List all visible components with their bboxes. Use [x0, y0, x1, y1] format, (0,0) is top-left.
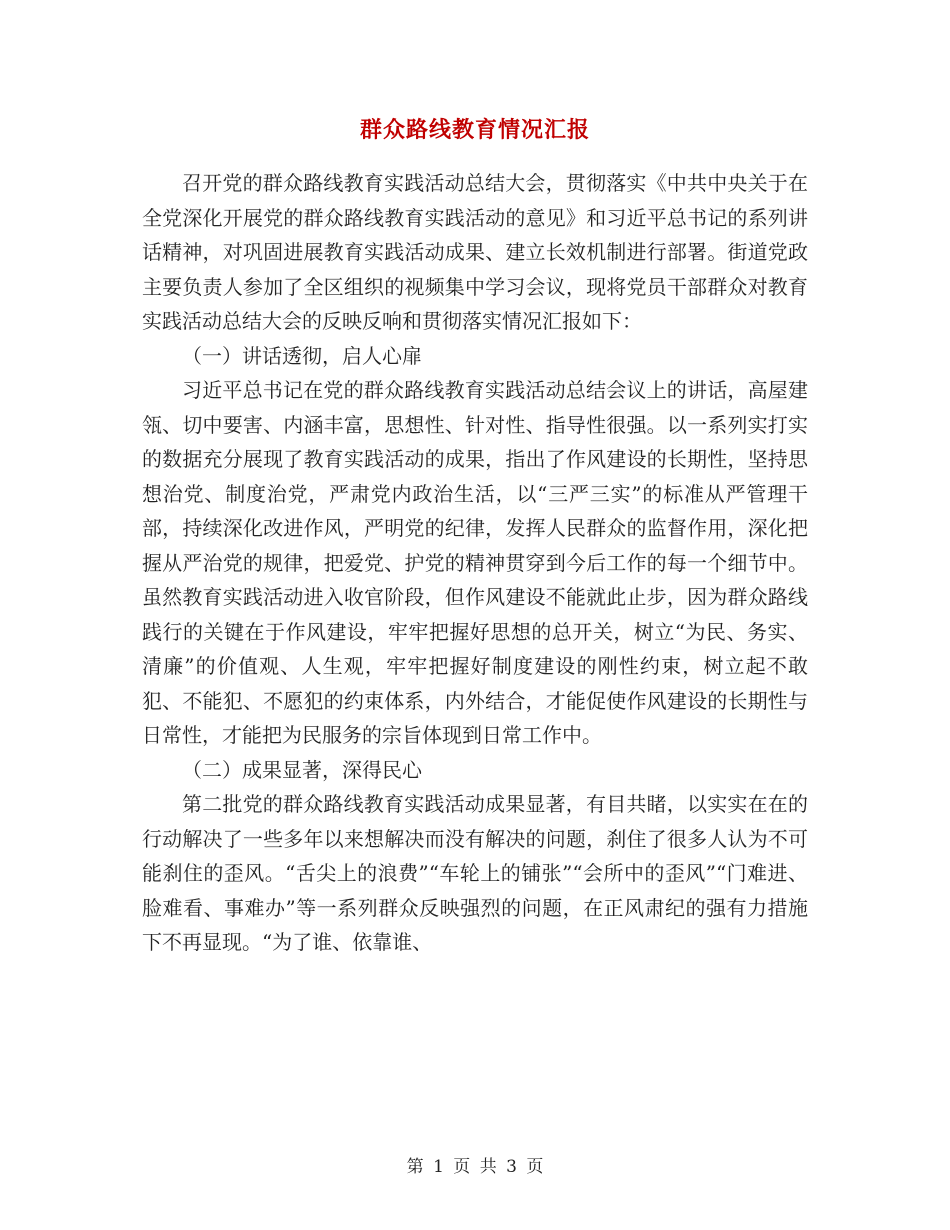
document-title: 群众路线教育情况汇报 [359, 117, 590, 143]
paragraph-section-2: 第二批党的群众路线教育实践活动成果显著，有目共睹，以实实在在的行动解决了一些多年以来想解决而没有解决的问题，刹住了很多人认为不可能刹住的歪风。“舌尖上的浪费”“车轮上的铺张”“会所中的歪风”“门难进、脸难看、事难办”等一系列群众反映强烈的问题，在正风肃纪的强有力措施下不再显现。“为了谁、依靠谁、 [142, 792, 808, 954]
page-footer: 第 1 页 共 3 页 [406, 1157, 544, 1177]
section-heading-2: （二）成果显著，深得民心 [182, 757, 422, 782]
document-body [142, 166, 808, 960]
section-heading-1: （一）讲话透彻，启人心扉 [182, 343, 422, 368]
paragraph-intro: 召开党的群众路线教育实践活动总结大会，贯彻落实《中共中央关于在全党深化开展党的群众路线教育实践活动的意见》和习近平总书记的系列讲话精神，对巩固进展教育实践活动成果、建立长效机制进行部署。街道党政主要负责人参加了全区组织的视频集中学习会议，现将党员干部群众对教育实践活动总结大会的反映反响和贯彻落实情况汇报如下： [142, 171, 808, 333]
paragraph-section-1: 习近平总书记在党的群众路线教育实践活动总结会议上的讲话，高屋建瓴、切中要害、内涵丰富，思想性、针对性、指导性很强。以一系列实打实的数据充分展现了教育实践活动的成果，指出了作风建设的长期性，坚持思想治党、制度治党，严肃党内政治生活，以“三严三实”的标准从严管理干部，持续深化改进作风，严明党的纪律，发挥人民群众的监督作用，深化把握从严治党的规律，把爱党、护党的精神贯穿到今后工作的每一个细节中。虽然教育实践活动进入收官阶段，但作风建设不能就此止步，因为群众路线践行的关键在于作风建设，牢牢把握好思想的总开关，树立“为民、务实、清廉”的价值观、人生观，牢牢把握好制度建设的刚性约束，树立起不敢犯、不能犯、不愿犯的约束体系，内外结合，才能促使作风建设的长期性与日常性，才能把为民服务的宗旨体现到日常工作中。 [142, 378, 808, 747]
